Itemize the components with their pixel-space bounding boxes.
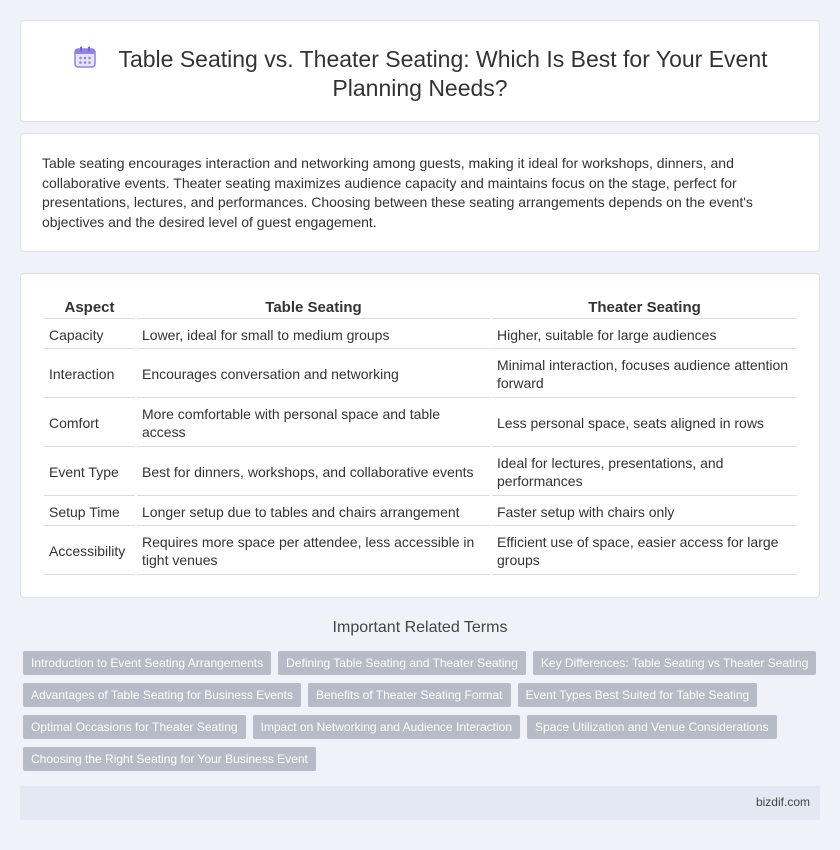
comparison-table xyxy=(42,295,799,577)
page-title-text: Table Seating vs. Theater Seating: Which Is Best for Your Event Planning Needs? xyxy=(118,46,768,101)
cell-table-seating: Best for dinners, workshops, and collaborative events xyxy=(137,449,490,496)
cell-table-seating: Longer setup due to tables and chairs arrangement xyxy=(137,498,490,526)
header-card xyxy=(20,20,820,122)
page-title xyxy=(61,44,779,103)
related-terms-list xyxy=(23,651,823,771)
table-row xyxy=(44,528,797,575)
table-row xyxy=(44,449,797,496)
intro-paragraph: Table seating encourages interaction and networking among guests, making it ideal for workshops, dinners, and collaborative events. Theater seating maximizes audience capacity and maintains focus on the stage, perfect for presentations, lectures, and performances. Choosing between these seating arrangements depends on the event's objectives and the desired level of guest engagement. xyxy=(42,155,753,230)
cell-table-seating: Requires more space per attendee, less accessible in tight venues xyxy=(137,528,490,575)
related-term-tag[interactable]: Impact on Networking and Audience Interaction xyxy=(253,715,520,739)
footer-site-link[interactable]: bizdif.com xyxy=(755,795,810,809)
related-terms-title: Important Related Terms xyxy=(332,619,508,636)
related-term-tag[interactable]: Choosing the Right Seating for Your Business Event xyxy=(23,747,316,771)
cell-theater-seating: Less personal space, seats aligned in rows xyxy=(492,400,797,447)
cell-aspect: Accessibility xyxy=(44,528,135,575)
cell-aspect: Setup Time xyxy=(44,498,135,526)
table-row xyxy=(44,498,797,526)
cell-table-seating: More comfortable with personal space and table access xyxy=(137,400,490,447)
comparison-card xyxy=(20,273,820,598)
related-term-tag[interactable]: Event Types Best Suited for Table Seating xyxy=(518,683,758,707)
cell-theater-seating: Ideal for lectures, presentations, and performances xyxy=(492,449,797,496)
table-row xyxy=(44,400,797,447)
cell-theater-seating: Faster setup with chairs only xyxy=(492,498,797,526)
related-term-tag[interactable]: Space Utilization and Venue Considerations xyxy=(527,715,776,739)
related-term-tag[interactable]: Optimal Occasions for Theater Seating xyxy=(23,715,246,739)
cell-theater-seating: Efficient use of space, easier access for large groups xyxy=(492,528,797,575)
related-term-tag[interactable]: Key Differences: Table Seating vs Theater Seating xyxy=(533,651,817,675)
related-term-tag[interactable]: Defining Table Seating and Theater Seating xyxy=(278,651,526,675)
intro-card xyxy=(20,133,820,252)
cell-aspect: Comfort xyxy=(44,400,135,447)
table-header-row xyxy=(44,297,797,319)
cell-table-seating: Lower, ideal for small to medium groups xyxy=(137,321,490,349)
cell-theater-seating: Higher, suitable for large audiences xyxy=(492,321,797,349)
footer-bar xyxy=(20,786,820,820)
related-term-tag[interactable]: Introduction to Event Seating Arrangements xyxy=(23,651,271,675)
table-row xyxy=(44,321,797,349)
header-aspect: Aspect xyxy=(44,297,135,319)
cell-aspect: Interaction xyxy=(44,351,135,398)
header-theater-seating: Theater Seating xyxy=(492,297,797,319)
cell-aspect: Event Type xyxy=(44,449,135,496)
calendar-icon xyxy=(72,44,98,70)
related-term-tag[interactable]: Benefits of Theater Seating Format xyxy=(308,683,511,707)
cell-table-seating: Encourages conversation and networking xyxy=(137,351,490,398)
cell-aspect: Capacity xyxy=(44,321,135,349)
related-term-tag[interactable]: Advantages of Table Seating for Business Events xyxy=(23,683,301,707)
cell-theater-seating: Minimal interaction, focuses audience attention forward xyxy=(492,351,797,398)
header-table-seating: Table Seating xyxy=(137,297,490,319)
table-row xyxy=(44,351,797,398)
